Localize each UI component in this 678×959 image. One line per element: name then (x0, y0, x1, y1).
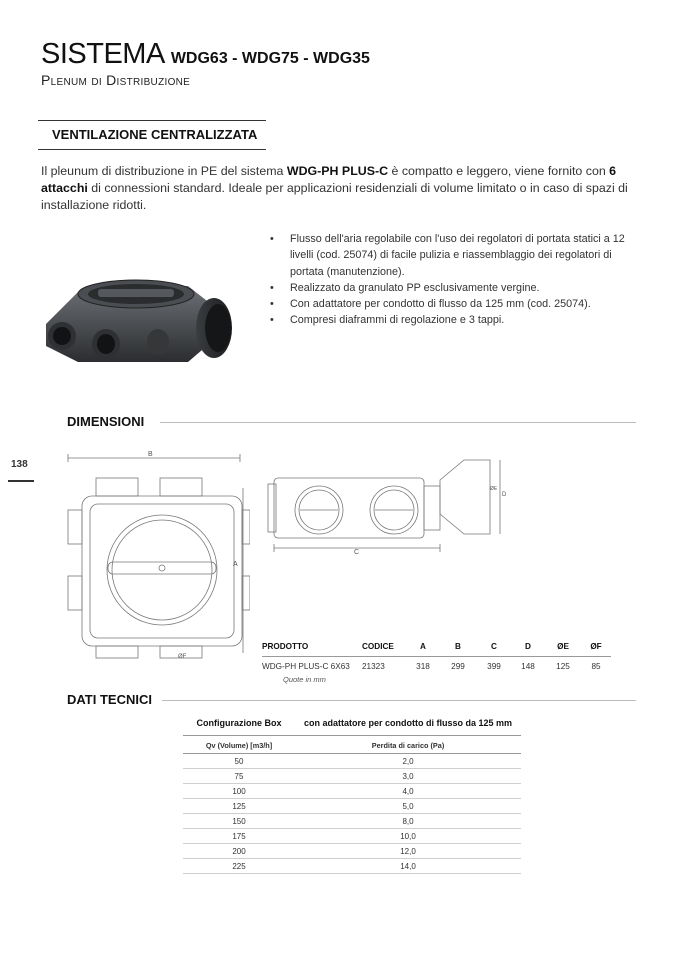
page-marker (8, 480, 34, 482)
table-row (183, 844, 521, 859)
dim-label-e: ØE (490, 486, 498, 492)
page-title (41, 38, 370, 71)
cell-pressure: 5,0 (295, 799, 521, 814)
cell-a: 318 (416, 662, 430, 672)
dim-label-b: B (148, 451, 153, 458)
intro-text-2: è compatto e leggero, viene fornito con (388, 164, 610, 178)
technical-heading: DATI TECNICI (67, 692, 152, 707)
dimensions-table (262, 642, 611, 672)
title-models: WDG63 - WDG75 - WDG35 (170, 50, 370, 67)
table-row (183, 769, 521, 784)
table-header-row (262, 642, 611, 656)
col-b: B (439, 642, 477, 656)
table-row (183, 829, 521, 844)
dim-label-a: A (233, 561, 238, 568)
feature-item: • Compresi diaframmi di regolazione e 3 tappi. (268, 312, 648, 328)
title-main: SISTEMA (41, 38, 165, 70)
cell-volume: 50 (183, 754, 295, 769)
subtitle-text: Plenum di Distribuzione (41, 72, 191, 88)
cell-d: 148 (521, 662, 535, 672)
side-view-drawing (264, 450, 514, 560)
table-row (183, 799, 521, 814)
cell-volume: 75 (183, 769, 295, 784)
col-f: ØF (581, 642, 611, 656)
page-number: 138 (11, 459, 28, 470)
col-codice: CODICE (362, 642, 407, 656)
cell-volume: 200 (183, 844, 295, 859)
feature-item: • Flusso dell'aria regolabile con l'uso dei regolatori di portata statici a 12 livelli (cod. 25074) di facile pulizia e riassemblaggio dei regolatori di portata (manutenzione). (268, 231, 648, 280)
col-e: ØE (545, 642, 581, 656)
cell-prodotto: WDG-PH PLUS-C 6X63 (262, 662, 350, 672)
technical-rule (162, 700, 636, 701)
cell-volume: 175 (183, 829, 295, 844)
dim-label-f: ØF (178, 654, 187, 660)
cell-volume: 100 (183, 784, 295, 799)
dim-label-c: C (354, 549, 360, 556)
feature-item: • Con adattatore per condotto di flusso da 125 mm (cod. 25074). (268, 296, 648, 312)
cell-b: 299 (451, 662, 465, 672)
cell-e: 125 (556, 662, 570, 672)
intro-attachments: 6 attacchi (41, 164, 617, 195)
cell-volume: 125 (183, 799, 295, 814)
dim-label-d: D (502, 492, 507, 498)
intro-brand: WDG-PH PLUS-C (286, 164, 389, 178)
technical-table (183, 718, 521, 874)
cell-pressure: 2,0 (295, 754, 521, 769)
table-config-row (183, 718, 521, 736)
table-header-row (183, 736, 521, 754)
cell-volume: 225 (183, 859, 295, 874)
dimensions-heading: DIMENSIONI (67, 414, 145, 429)
cell-f: 85 (591, 662, 601, 672)
config-label: Configurazione Box (183, 718, 295, 736)
col-a: A (407, 642, 439, 656)
feature-list (268, 231, 648, 329)
cell-c: 399 (487, 662, 501, 672)
col-d: D (511, 642, 545, 656)
top-view-drawing (60, 448, 250, 663)
section-heading-ventilation (38, 120, 266, 150)
cell-pressure: 12,0 (295, 844, 521, 859)
intro-paragraph (41, 163, 641, 214)
cell-volume: 150 (183, 814, 295, 829)
table-row (183, 859, 521, 874)
col-c: C (477, 642, 511, 656)
page-subtitle (41, 72, 190, 88)
cell-pressure: 14,0 (295, 859, 521, 874)
intro-text-3: di connessioni standard. Ideale per applicazioni residenziali di volume limitato o in caso di spazi di installazione ridotti. (41, 181, 628, 212)
cell-pressure: 10,0 (295, 829, 521, 844)
cell-pressure: 3,0 (295, 769, 521, 784)
table-row (262, 656, 611, 672)
table-row (183, 784, 521, 799)
cell-codice: 21323 (362, 662, 385, 672)
intro-text-1: Il pleunum di distribuzione in PE del sistema (41, 164, 287, 178)
cell-pressure: 4,0 (295, 784, 521, 799)
config-value: con adattatore per condotto di flusso da 125 mm (295, 718, 521, 736)
feature-item: • Realizzato da granulato PP esclusivamente vergine. (268, 280, 648, 296)
dimensions-rule (160, 422, 636, 423)
table-row (183, 754, 521, 769)
table-row (183, 814, 521, 829)
product-photo (38, 262, 238, 372)
cell-pressure: 8,0 (295, 814, 521, 829)
dimensions-note: Quote in mm (283, 675, 326, 684)
col-volume: Qv (Volume) [m3/h] (183, 736, 295, 754)
col-pressure-loss: Perdita di carico (Pa) (295, 736, 521, 754)
col-prodotto: PRODOTTO (262, 642, 362, 656)
section-heading-label: VENTILAZIONE CENTRALIZZATA (52, 127, 258, 142)
